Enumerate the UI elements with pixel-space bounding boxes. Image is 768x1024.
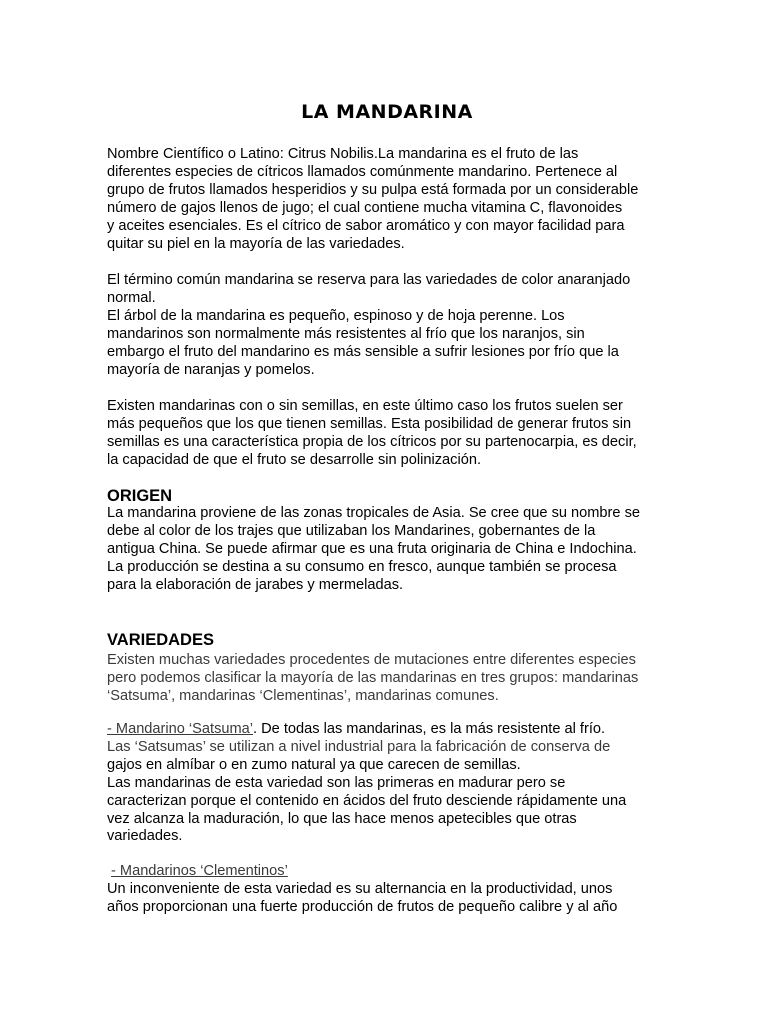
paragraph-line: y aceites esenciales. Es el cítrico de sabor aromático y con mayor facilidad para <box>107 217 625 234</box>
intro-paragraph <box>107 146 667 253</box>
paragraph-line: La mandarina proviene de las zonas tropicales de Asia. Se cree que su nombre se <box>107 505 640 521</box>
paragraph-line: diferentes especies de cítricos llamados comúnmente mandarino. Pertenece al <box>107 163 618 180</box>
paragraph-line: semillas es una característica propia de los cítricos por su partenocarpia, es decir, <box>107 433 637 450</box>
paragraph-line: normal. <box>107 289 156 306</box>
satsuma-paragraph <box>107 721 667 846</box>
paragraph-line: mayoría de naranjas y pomelos. <box>107 361 315 378</box>
paragraph-line: El término común mandarina se reserva para las variedades de color anaranjado <box>107 272 631 288</box>
paragraph-line: quitar su piel en la mayoría de las variedades. <box>107 235 405 252</box>
paragraph-line: vez alcanza la maduración, lo que las hace menos apetecibles que otras <box>107 810 577 827</box>
paragraph-line: para la elaboración de jarabes y mermeladas. <box>107 576 404 593</box>
paragraph-line: Las ‘Satsumas’ se utilizan a nivel industrial para la fabricación de conserva de <box>107 738 611 755</box>
paragraph-line: Nombre Científico o Latino: Citrus Nobilis.La mandarina es el fruto de las <box>107 146 579 162</box>
origen-paragraph <box>107 505 667 595</box>
clementinos-paragraph <box>107 863 667 917</box>
paragraph-line: caracterizan porque el contenido en ácidos del fruto desciende rápidamente una <box>107 792 627 809</box>
paragraph-line: pero podemos clasificar la mayoría de las mandarinas en tres grupos: mandarinas <box>107 669 639 686</box>
paragraph-line: más pequeños que los que tienen semillas. Esta posibilidad de generar frutos sin <box>107 415 632 432</box>
paragraph-line: años proporcionan una fuerte producción de frutos de pequeño calibre y al año <box>107 898 618 915</box>
satsuma-first-text: . De todas las mandarinas, es la más resistente al frío. <box>253 721 606 737</box>
paragraph-line: Existen muchas variedades procedentes de mutaciones entre diferentes especies <box>107 652 636 668</box>
satsuma-first-line <box>107 721 667 739</box>
clementinos-first-line <box>107 863 667 881</box>
term-paragraph <box>107 272 667 379</box>
paragraph-line: grupo de frutos llamados hesperidios y su pulpa está formada por un considerable <box>107 181 639 198</box>
paragraph-line: mandarinos son normalmente más resistentes al frío que los naranjos, sin <box>107 325 585 342</box>
clementinos-link[interactable]: - Mandarinos ‘Clementinos’ <box>111 863 288 879</box>
variedades-heading: VARIEDADES <box>107 631 214 649</box>
page-title: LA MANDARINA <box>301 101 473 123</box>
variedades-paragraph <box>107 652 667 706</box>
paragraph-line: gajos en almíbar o en zumo natural ya que carecen de semillas. <box>107 756 521 773</box>
paragraph-line: Existen mandarinas con o sin semillas, en este último caso los frutos suelen ser <box>107 398 623 414</box>
paragraph-line: variedades. <box>107 828 183 845</box>
paragraph-line: antigua China. Se puede afirmar que es una fruta originaria de China e Indochina. <box>107 540 637 557</box>
paragraph-line: número de gajos llenos de jugo; el cual contiene mucha vitamina C, flavonoides <box>107 199 623 216</box>
paragraph-line: Un inconveniente de esta variedad es su alternancia en la productividad, unos <box>107 880 613 897</box>
paragraph-line: La producción se destina a su consumo en fresco, aunque también se procesa <box>107 558 617 575</box>
seeds-paragraph <box>107 398 667 470</box>
paragraph-line: Las mandarinas de esta variedad son las primeras en madurar pero se <box>107 774 566 791</box>
paragraph-line: debe al color de los trajes que utilizaban los Mandarines, gobernantes de la <box>107 522 596 539</box>
satsuma-link[interactable]: - Mandarino ‘Satsuma’ <box>107 721 254 737</box>
paragraph-line: la capacidad de que el fruto se desarrolle sin polinización. <box>107 451 481 468</box>
paragraph-line: El árbol de la mandarina es pequeño, espinoso y de hoja perenne. Los <box>107 307 565 324</box>
origen-heading: ORIGEN <box>107 487 173 505</box>
paragraph-line: ‘Satsuma’, mandarinas ‘Clementinas’, mandarinas comunes. <box>107 687 499 704</box>
paragraph-line: embargo el fruto del mandarino es más sensible a sufrir lesiones por frío que la <box>107 343 619 360</box>
